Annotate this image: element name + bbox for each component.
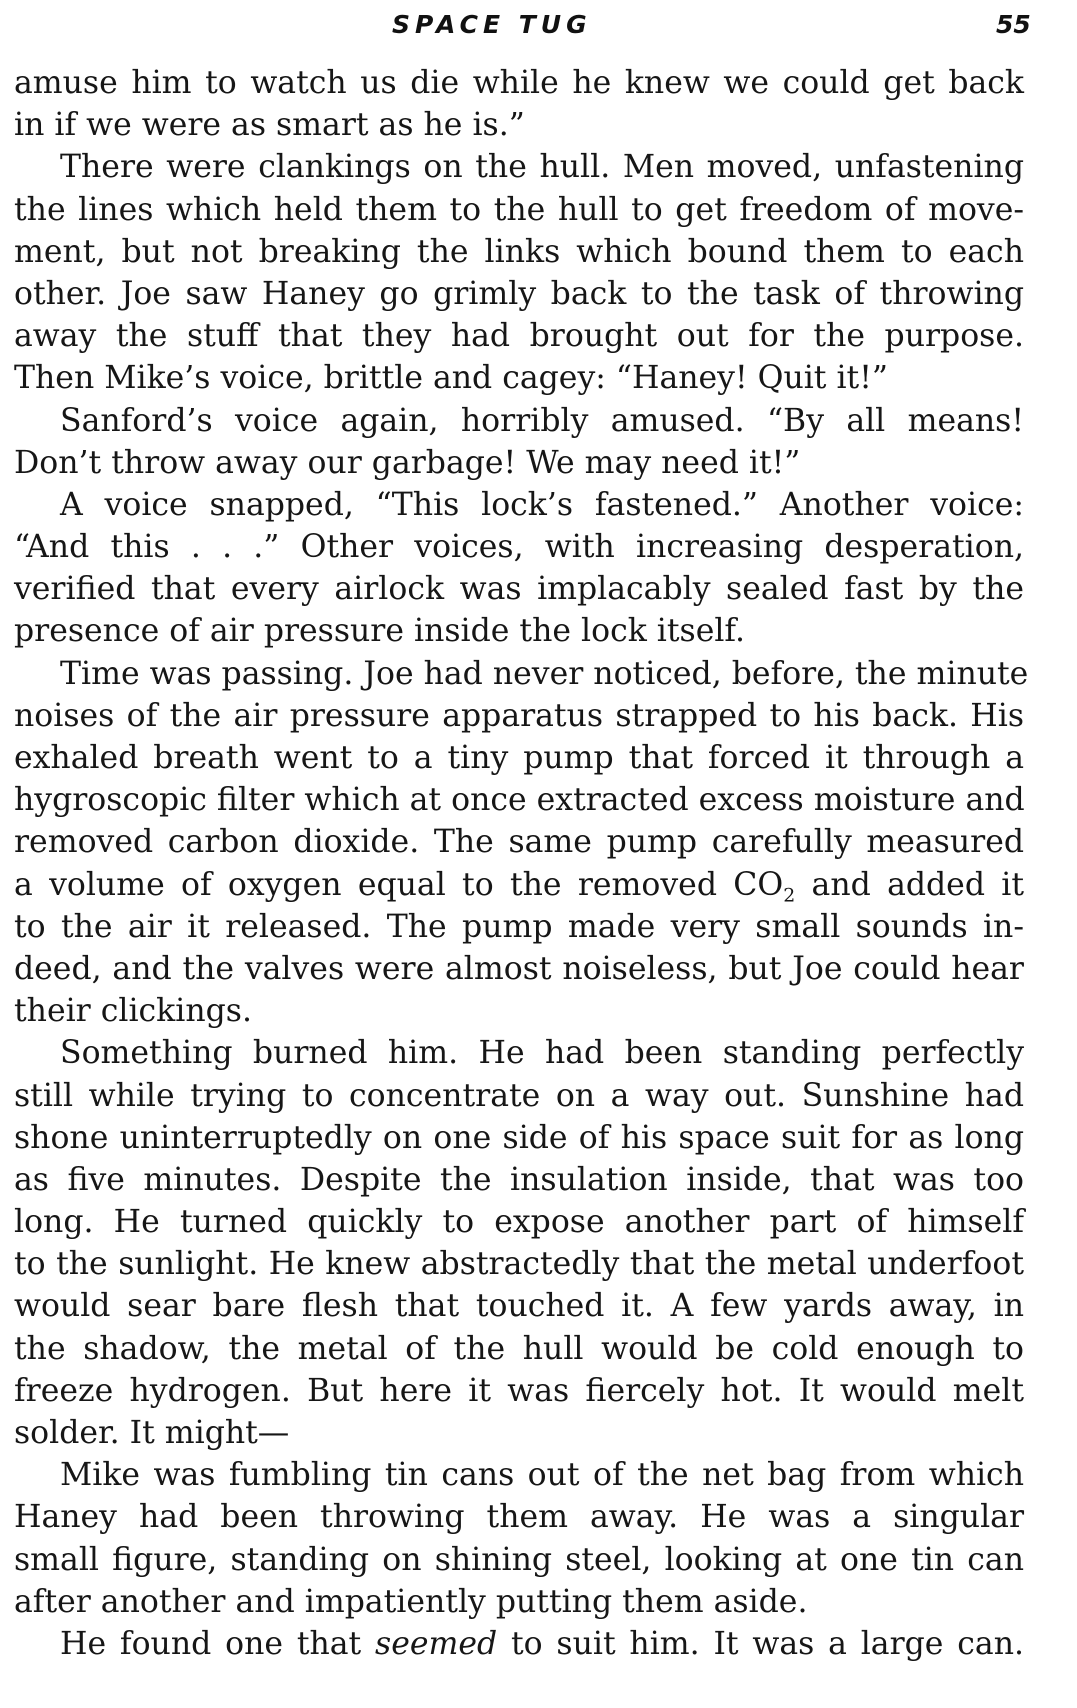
text-line: freeze hydrogen. But here it was fiercely hot. It would melt: [14, 1372, 1024, 1409]
text-line: after another and impatiently putting them aside.: [14, 1583, 808, 1620]
text-line: noises of the air pressure apparatus strapped to his back. His: [14, 697, 1024, 734]
body-text: [14, 62, 1029, 1665]
emphasis-line-before: He found one that: [60, 1625, 376, 1662]
text-line: as five minutes. Despite the insulation inside, that was too: [14, 1161, 1024, 1198]
text-line: Time was passing. Joe had never noticed, before, the minute: [60, 655, 1029, 692]
text-line: There were clankings on the hull. Men moved, unfastening: [60, 149, 1024, 186]
text-line: other. Joe saw Haney go grimly back to the task of throwing: [14, 275, 1024, 312]
text-line: the lines which held them to the hull to get freedom of move-: [14, 191, 1024, 228]
text-line: Sanford’s voice again, horribly amused. “By all means!: [60, 402, 1024, 439]
text-line: Don’t throw away our garbage! We may need it!”: [14, 444, 801, 481]
text-line: A voice snapped, “This lock’s fastened.” Another voice:: [60, 486, 1024, 523]
text-line: presence of air pressure inside the lock itself.: [14, 613, 745, 650]
text-line: to the air it released. The pump made very small sounds in-: [14, 908, 1024, 945]
text-line-co2: [14, 864, 1024, 906]
text-line: verified that every airlock was implacably sealed fast by the: [14, 571, 1024, 608]
text-line: Mike was fumbling tin cans out of the net bag from which: [60, 1457, 1024, 1494]
text-line: Haney had been throwing them away. He was a singular: [14, 1499, 1024, 1536]
co2-line-before: a volume of oxygen equal to the removed CO: [14, 866, 784, 903]
text-line: hygroscopic filter which at once extracted excess moisture and: [14, 782, 1025, 819]
emphasis-word: seemed: [375, 1625, 498, 1662]
text-line: shone uninterruptedly on one side of his space suit for as long: [14, 1119, 1024, 1156]
text-line: small figure, standing on shining steel, looking at one tin can: [14, 1541, 1024, 1578]
text-line: removed carbon dioxide. The same pump carefully measured: [14, 824, 1024, 861]
text-line: to the sunlight. He knew abstractedly that the metal underfoot: [14, 1246, 1024, 1283]
page-number: 55: [996, 10, 1031, 39]
text-line: the shadow, the metal of the hull would be cold enough to: [14, 1330, 1024, 1367]
text-line: solder. It might—: [14, 1415, 290, 1451]
text-line: still while trying to concentrate on a way out. Sunshine had: [14, 1077, 1024, 1114]
text-line: exhaled breath went to a tiny pump that forced it through a: [14, 740, 1024, 776]
text-line: amuse him to watch us die while he knew we could get back: [14, 65, 1024, 101]
running-title: SPACE TUG: [392, 10, 592, 39]
co2-subscript: 2: [783, 884, 796, 907]
text-line: Then Mike’s voice, brittle and cagey: “Haney! Quit it!”: [14, 360, 888, 397]
text-line: deed, and the valves were almost noiseless, but Joe could hear: [14, 950, 1024, 987]
text-line: in if we were as smart as he is.”: [14, 107, 525, 144]
text-line: “And this . . .” Other voices, with increasing desperation,: [14, 529, 1024, 566]
text-line-emphasis: [14, 1623, 1024, 1665]
text-line: Something burned him. He had been standing perfectly: [60, 1035, 1024, 1072]
co2-line-after: and added it: [795, 866, 1025, 903]
emphasis-line-after: to suit him. It was a large can.: [497, 1625, 1024, 1662]
text-line: would sear bare flesh that touched it. A few yards away, in: [14, 1288, 1024, 1325]
running-head: [0, 4, 1040, 48]
text-line: ment, but not breaking the links which bound them to each: [14, 233, 1024, 270]
text-line: long. He turned quickly to expose another part of himself: [14, 1204, 1024, 1241]
text-line: away the stuff that they had brought out for the purpose.: [14, 318, 1024, 355]
text-line: their clickings.: [14, 993, 252, 1030]
